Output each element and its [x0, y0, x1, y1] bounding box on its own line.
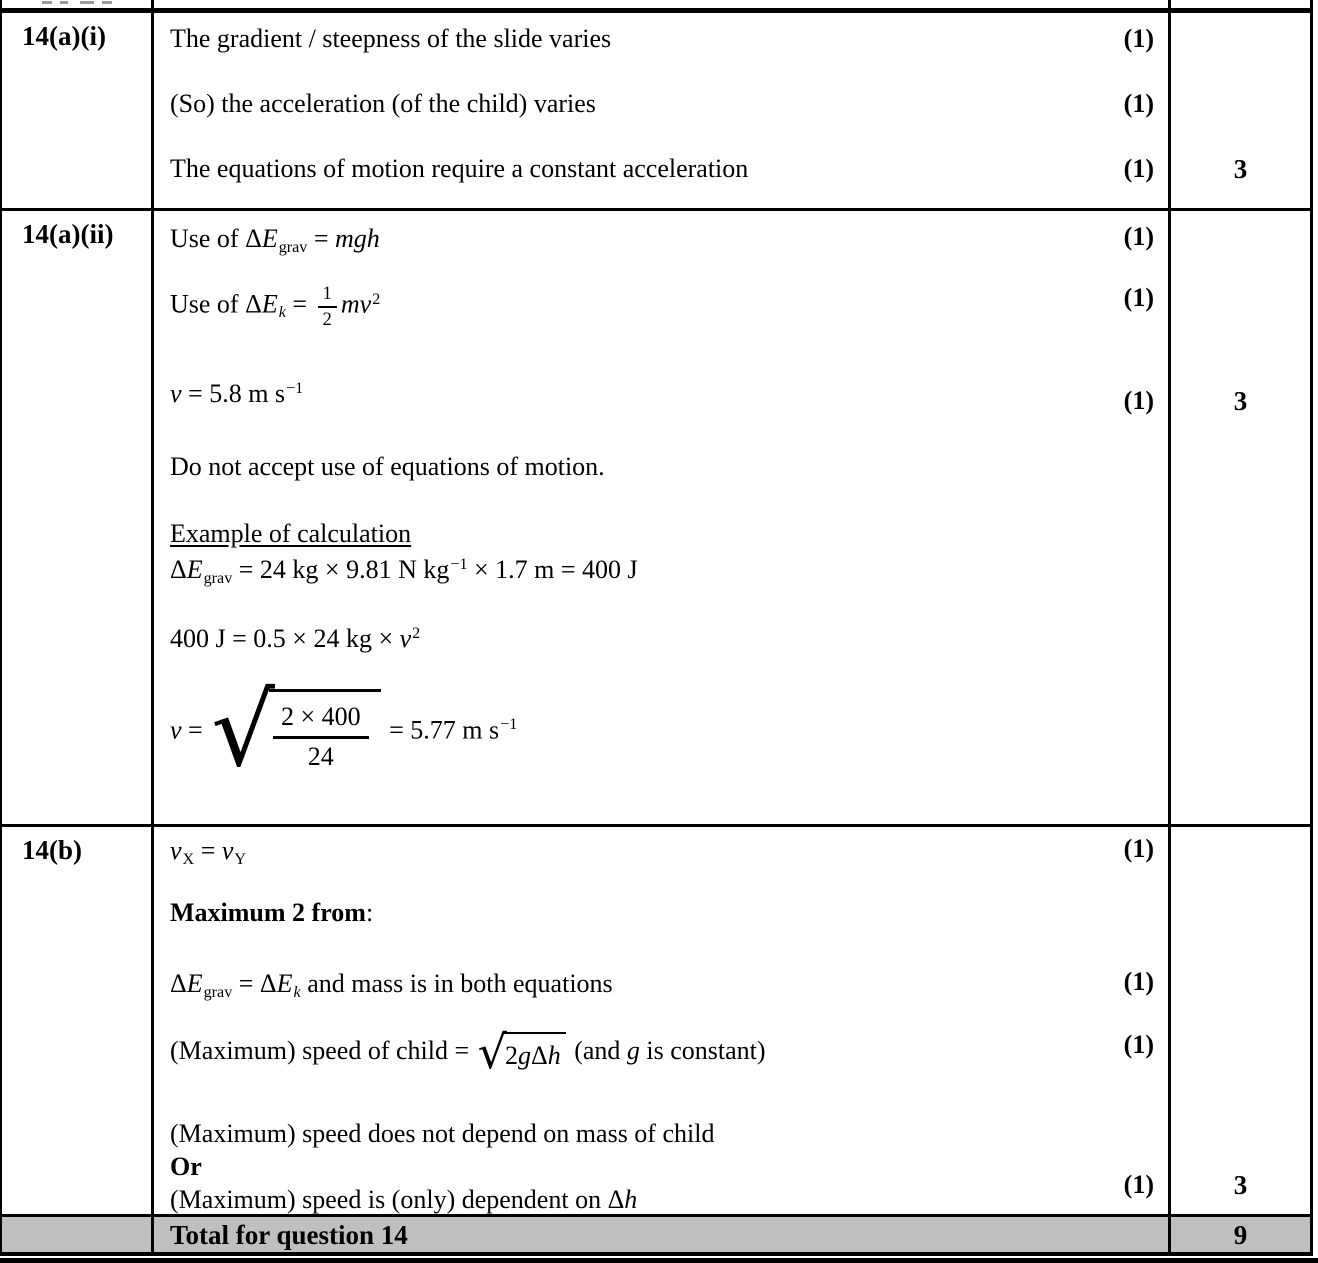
clipped-answer-cell [154, 0, 1171, 8]
mark-point: (1) [1123, 89, 1154, 118]
total-row-label: Total for question 14 [154, 1217, 1171, 1252]
clipped-text-fragment [60, 1, 68, 4]
mark-point: (1) [1123, 1170, 1154, 1199]
clipped-total-cell [1171, 0, 1310, 8]
answer-line: The equations of motion require a constant acceleration [170, 154, 749, 183]
answer-line: (Maximum) speed is (only) dependent on Δh [170, 1185, 638, 1214]
answer-line: (So) the acceleration (of the child) varies [170, 89, 596, 118]
total-row-empty-cell [2, 1217, 154, 1252]
mark-point: (1) [1123, 283, 1154, 312]
answer-line: Maximum 2 from: [170, 898, 374, 927]
page-bottom-rule [0, 1258, 1318, 1263]
answer-cell [154, 211, 1171, 824]
clipped-question-cell [2, 0, 154, 8]
table-row [2, 211, 1310, 827]
fraction: $\frac{1}{2}$ [318, 283, 337, 330]
answer-line: ΔEgrav = 24 kg × 9.81 N $kg^{-1} \times 1.7$ m = 400 J [170, 555, 638, 587]
mark-point: (1) [1123, 154, 1154, 183]
clipped-text-fragment [42, 1, 52, 4]
clipped-text-fragment [102, 1, 112, 4]
answer-line: (Maximum) speed of child = √ 2gΔh (and g is constant) [170, 1025, 766, 1079]
marks-total-cell [1171, 13, 1310, 208]
answer-cell [154, 827, 1171, 1214]
marks-total-cell [1171, 211, 1310, 824]
answer-line: v = √ $\frac{2 \times 400}{24}$ = 5.77 m $s^{-1}$ [170, 672, 518, 789]
answer-line: The gradient / steepness of the slide varies [170, 24, 612, 53]
question-number: 14(b) [2, 827, 154, 1214]
answer-line: Use of ΔEk = $\frac{1}{2}$ $mv^2$ [170, 283, 381, 330]
radical-sign: √ [211, 672, 275, 789]
answer-line: (Maximum) speed does not depend on mass of child [170, 1119, 715, 1148]
fraction: $\frac{2 \times 400}{24}$ [273, 700, 369, 774]
answer-line: vX = vY [170, 836, 247, 868]
answer-line: Use of ΔEgrav = mgh [170, 224, 380, 256]
row-total-marks: 3 [1233, 386, 1248, 416]
row-total-marks: 3 [1233, 154, 1248, 184]
total-row [2, 1217, 1310, 1256]
answer-line: Or [170, 1152, 202, 1181]
answer-line: v = 5.8 m $s^{-1}$ [170, 379, 304, 408]
radical [211, 672, 380, 789]
radical-sign: √ [477, 1025, 507, 1079]
answer-line: ΔEgrav = ΔEk and mass is in both equations [170, 969, 613, 1001]
marks-total-cell [1171, 827, 1310, 1214]
answer-cell [154, 13, 1171, 208]
table-row [2, 827, 1310, 1217]
mark-point: (1) [1123, 1030, 1154, 1059]
mark-point: (1) [1123, 834, 1154, 863]
answer-line: 400 J = 0.5 × 24 kg × $v^2$ [170, 624, 421, 653]
clipped-text-fragment [80, 1, 94, 4]
table-row [2, 13, 1310, 211]
question-number: 14(a)(i) [2, 13, 154, 208]
radical: √ 2gΔh [478, 1032, 566, 1074]
answer-line: Example of calculation [170, 519, 412, 548]
mark-point: (1) [1123, 386, 1154, 415]
answer-line: Do not accept use of equations of motion. [170, 452, 605, 481]
total-row-value: 9 [1233, 1220, 1248, 1250]
row-total-marks: 3 [1233, 1170, 1248, 1200]
mark-point: (1) [1123, 24, 1154, 53]
question-number: 14(a)(ii) [2, 211, 154, 824]
mark-point: (1) [1123, 222, 1154, 251]
mark-point: (1) [1123, 967, 1154, 996]
clipped-row [2, 0, 1310, 13]
